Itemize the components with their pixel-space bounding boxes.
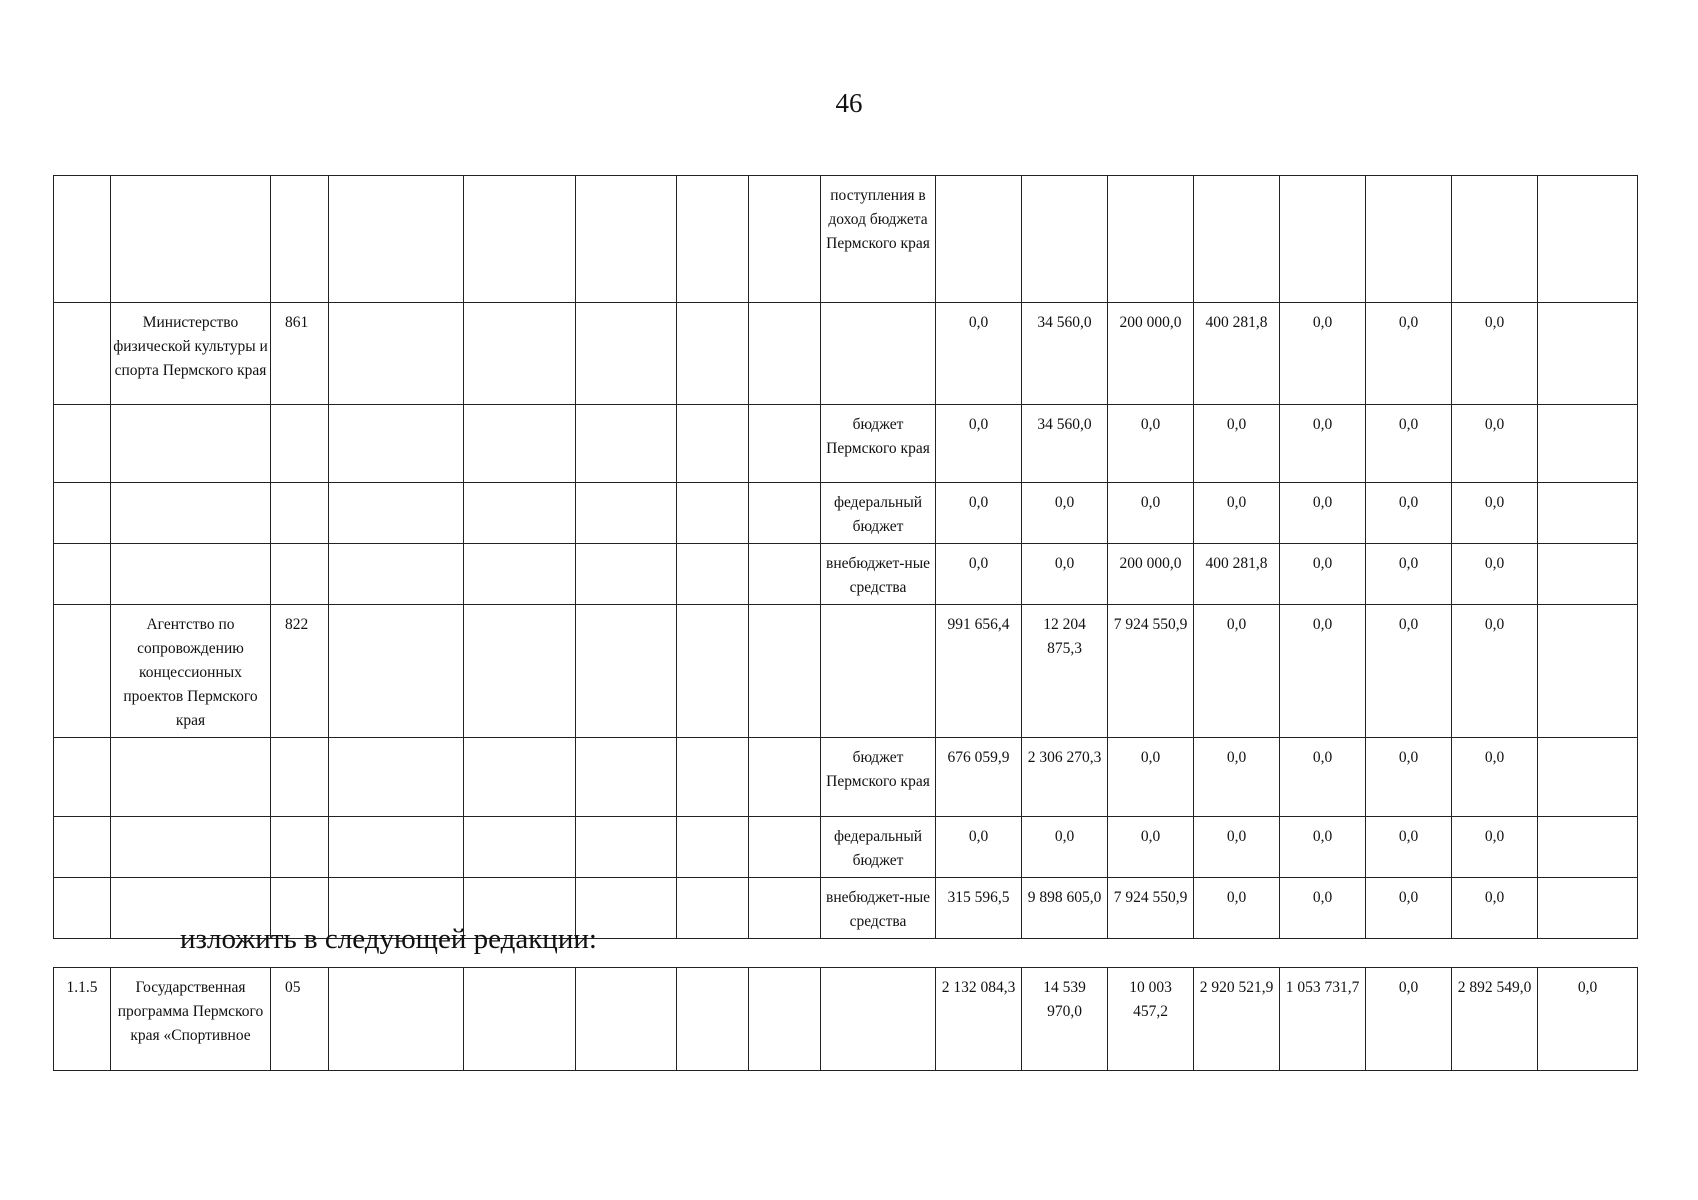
table-cell xyxy=(1194,176,1280,303)
table-cell xyxy=(677,303,749,405)
table-cell xyxy=(111,544,271,605)
table-cell: 0,0 xyxy=(1280,817,1366,878)
table-cell xyxy=(1538,176,1638,303)
table-cell xyxy=(749,405,821,483)
table-cell xyxy=(821,605,936,738)
table-cell xyxy=(821,968,936,1071)
table-cell: 0,0 xyxy=(1280,303,1366,405)
table-cell: 0,0 xyxy=(1452,405,1538,483)
table-cell xyxy=(271,738,329,817)
table-cell: 2 892 549,0 xyxy=(1452,968,1538,1071)
table-cell xyxy=(271,176,329,303)
table-cell xyxy=(576,605,677,738)
table-cell xyxy=(677,817,749,878)
table-cell xyxy=(677,176,749,303)
table-cell: 0,0 xyxy=(1194,405,1280,483)
table-cell xyxy=(749,176,821,303)
table-cell: 0,0 xyxy=(1194,817,1280,878)
table-cell: 0,0 xyxy=(1108,405,1194,483)
budget-table xyxy=(53,175,1638,939)
edit-heading: изложить в следующей редакции: xyxy=(180,923,597,955)
program-table xyxy=(53,967,1638,1071)
table-cell: 0,0 xyxy=(1108,738,1194,817)
table-cell: 400 281,8 xyxy=(1194,544,1280,605)
table-cell: Государственная программа Пермского края «Спортивное xyxy=(111,968,271,1071)
table-cell xyxy=(329,605,464,738)
table-cell: 0,0 xyxy=(1366,405,1452,483)
table-cell xyxy=(749,303,821,405)
table-cell: федеральный бюджет xyxy=(821,483,936,544)
table-row xyxy=(54,968,1638,1071)
table-cell: 0,0 xyxy=(1108,817,1194,878)
table-cell: 10 003 457,2 xyxy=(1108,968,1194,1071)
table-cell: 0,0 xyxy=(1366,738,1452,817)
table-cell: 0,0 xyxy=(1366,968,1452,1071)
table-row xyxy=(54,303,1638,405)
table-cell xyxy=(1022,176,1108,303)
table-cell: 0,0 xyxy=(936,303,1022,405)
table-cell: 0,0 xyxy=(1452,544,1538,605)
table-cell xyxy=(677,483,749,544)
table-cell: 0,0 xyxy=(936,817,1022,878)
table-cell xyxy=(329,483,464,544)
table-cell xyxy=(329,968,464,1071)
table-cell: 1 053 731,7 xyxy=(1280,968,1366,1071)
table-cell: 14 539 970,0 xyxy=(1022,968,1108,1071)
table-cell xyxy=(576,303,677,405)
table-cell: 0,0 xyxy=(1194,878,1280,939)
table-cell xyxy=(54,738,111,817)
table-cell xyxy=(54,176,111,303)
page-number: 46 xyxy=(835,88,863,118)
table-cell xyxy=(54,817,111,878)
table-cell xyxy=(464,405,576,483)
table-cell: 0,0 xyxy=(1280,544,1366,605)
table-cell xyxy=(677,878,749,939)
table-cell xyxy=(464,544,576,605)
table-cell: 9 898 605,0 xyxy=(1022,878,1108,939)
table-row xyxy=(54,176,1638,303)
table-cell: 0,0 xyxy=(1108,483,1194,544)
table-cell xyxy=(1280,176,1366,303)
table-cell xyxy=(1366,176,1452,303)
table-cell: 0,0 xyxy=(1452,878,1538,939)
table-cell: бюджет Пермского края xyxy=(821,405,936,483)
table-cell: 0,0 xyxy=(1022,483,1108,544)
table-cell xyxy=(464,738,576,817)
table-row xyxy=(54,483,1638,544)
table-cell: поступления в доход бюджета Пермского края xyxy=(821,176,936,303)
table-row xyxy=(54,605,1638,738)
table-cell xyxy=(677,405,749,483)
table-cell xyxy=(329,817,464,878)
table-cell: 991 656,4 xyxy=(936,605,1022,738)
table-cell: 0,0 xyxy=(1366,483,1452,544)
table-cell xyxy=(271,544,329,605)
table-cell xyxy=(464,968,576,1071)
table-cell: 1.1.5 xyxy=(54,968,111,1071)
table-cell xyxy=(329,303,464,405)
table-cell: 0,0 xyxy=(1280,483,1366,544)
table-cell: 05 xyxy=(271,968,329,1071)
table-cell xyxy=(1538,605,1638,738)
table-cell xyxy=(329,544,464,605)
table-cell: 0,0 xyxy=(936,544,1022,605)
table-cell: 200 000,0 xyxy=(1108,544,1194,605)
table-cell xyxy=(464,483,576,544)
table-cell xyxy=(576,738,677,817)
table-cell xyxy=(54,483,111,544)
table-cell xyxy=(464,303,576,405)
table-cell xyxy=(271,817,329,878)
table-cell: 7 924 550,9 xyxy=(1108,605,1194,738)
table-cell xyxy=(1538,303,1638,405)
table-cell: 822 xyxy=(271,605,329,738)
table-cell: Агентство по сопровождению концессионных проектов Пермского края xyxy=(111,605,271,738)
table-cell xyxy=(329,738,464,817)
table-cell xyxy=(54,878,111,939)
table-row xyxy=(54,817,1638,878)
table-cell xyxy=(464,605,576,738)
table-cell: 0,0 xyxy=(1366,817,1452,878)
table-cell xyxy=(576,483,677,544)
table-cell: 0,0 xyxy=(1194,483,1280,544)
table-cell xyxy=(464,817,576,878)
table-cell xyxy=(1538,817,1638,878)
table-cell xyxy=(1538,483,1638,544)
table-cell: 0,0 xyxy=(1022,544,1108,605)
table-cell xyxy=(464,176,576,303)
table-cell xyxy=(1538,405,1638,483)
table-cell xyxy=(54,405,111,483)
table-cell: 2 132 084,3 xyxy=(936,968,1022,1071)
table-cell: 34 560,0 xyxy=(1022,405,1108,483)
table-cell xyxy=(576,544,677,605)
table-cell xyxy=(749,483,821,544)
table-cell xyxy=(1452,176,1538,303)
table-cell: федеральный бюджет xyxy=(821,817,936,878)
table-cell: 0,0 xyxy=(1538,968,1638,1071)
table-cell: 0,0 xyxy=(1022,817,1108,878)
table-cell xyxy=(576,176,677,303)
table-cell xyxy=(1538,544,1638,605)
table-cell xyxy=(54,544,111,605)
table-cell: 0,0 xyxy=(1452,483,1538,544)
table-cell: 34 560,0 xyxy=(1022,303,1108,405)
table-cell: 0,0 xyxy=(936,405,1022,483)
table-cell xyxy=(821,303,936,405)
table-cell xyxy=(749,968,821,1071)
table-cell xyxy=(749,605,821,738)
table-cell: 0,0 xyxy=(1452,605,1538,738)
table-cell: внебюджет-ные средства xyxy=(821,544,936,605)
table-cell: Министерство физической культуры и спорта Пермского края xyxy=(111,303,271,405)
table-cell xyxy=(677,605,749,738)
table-cell xyxy=(111,483,271,544)
table-cell xyxy=(111,405,271,483)
table-cell: 0,0 xyxy=(1194,605,1280,738)
table-cell: 0,0 xyxy=(1366,544,1452,605)
table-cell xyxy=(1538,878,1638,939)
table-cell: внебюджет-ные средства xyxy=(821,878,936,939)
table-cell xyxy=(1108,176,1194,303)
table-cell xyxy=(749,817,821,878)
table-cell xyxy=(677,738,749,817)
table-cell xyxy=(54,303,111,405)
table-cell xyxy=(936,176,1022,303)
table-cell: 0,0 xyxy=(1452,738,1538,817)
table-cell xyxy=(576,817,677,878)
table-cell: 0,0 xyxy=(1452,303,1538,405)
table-cell xyxy=(271,483,329,544)
table-cell: 200 000,0 xyxy=(1108,303,1194,405)
table-cell xyxy=(576,968,677,1071)
table-row xyxy=(54,405,1638,483)
table-cell: 676 059,9 xyxy=(936,738,1022,817)
table-cell xyxy=(329,405,464,483)
table-cell xyxy=(749,878,821,939)
table-cell xyxy=(1538,738,1638,817)
table-cell: 2 920 521,9 xyxy=(1194,968,1280,1071)
table-cell: 7 924 550,9 xyxy=(1108,878,1194,939)
table-cell: 0,0 xyxy=(1280,878,1366,939)
table-cell: 861 xyxy=(271,303,329,405)
table-cell: 0,0 xyxy=(1366,605,1452,738)
table-cell xyxy=(576,405,677,483)
table-cell: 0,0 xyxy=(936,483,1022,544)
table-cell: бюджет Пермского края xyxy=(821,738,936,817)
table-cell: 0,0 xyxy=(1280,605,1366,738)
table-cell xyxy=(329,176,464,303)
table-cell: 0,0 xyxy=(1452,817,1538,878)
table-row xyxy=(54,738,1638,817)
table-cell xyxy=(111,176,271,303)
table-cell: 0,0 xyxy=(1280,405,1366,483)
table-cell: 400 281,8 xyxy=(1194,303,1280,405)
table-cell xyxy=(111,738,271,817)
table-cell xyxy=(111,817,271,878)
table-cell: 315 596,5 xyxy=(936,878,1022,939)
table-cell: 0,0 xyxy=(1280,738,1366,817)
table-cell xyxy=(677,968,749,1071)
table-cell: 0,0 xyxy=(1366,878,1452,939)
table-cell xyxy=(677,544,749,605)
table-cell xyxy=(54,605,111,738)
table-cell xyxy=(271,405,329,483)
table-cell: 2 306 270,3 xyxy=(1022,738,1108,817)
table-cell xyxy=(749,544,821,605)
table-row xyxy=(54,544,1638,605)
table-cell: 0,0 xyxy=(1366,303,1452,405)
table-cell: 12 204 875,3 xyxy=(1022,605,1108,738)
table-cell xyxy=(749,738,821,817)
table-cell: 0,0 xyxy=(1194,738,1280,817)
